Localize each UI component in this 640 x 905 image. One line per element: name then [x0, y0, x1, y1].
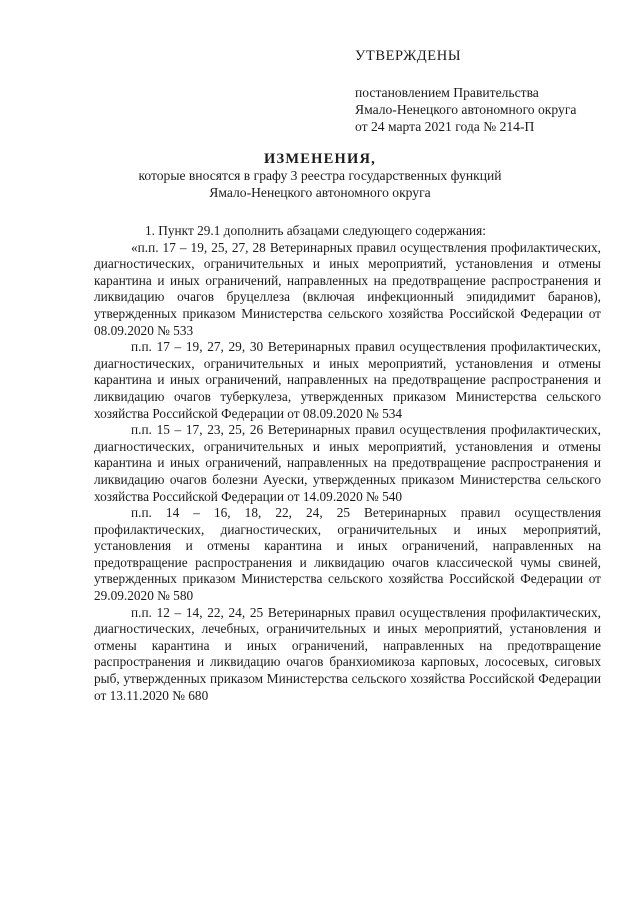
document-subtitle-line-1: которые вносятся в графу 3 реестра государственных функций: [138, 168, 502, 183]
approval-stamp-block: [355, 47, 625, 135]
amendment-paragraph-5: п.п. 12 – 14, 22, 24, 25 Ветеринарных правил осуществления профилактических, диагностических, лечебных, ограничительных и иных мероприятий, установления и отмены карантина и иных ограничений, направленных на предотвращение распространения и ликвидацию очагов бранхиомикоза карповых, лососевых, сиговых рыб, утвержденных приказом Министерства сельского хозяйства Российской Федерации от 13.11.2020 № 680: [94, 604, 601, 703]
document-body: [94, 223, 601, 704]
amendment-paragraph-4: п.п. 14 – 16, 18, 22, 24, 25 Ветеринарных правил осуществления профилактических, диагностических, ограничительных и иных мероприятий, установления и отмены карантина и иных ограничений, направленных на предотвращение распространения и ликвидацию очагов классической чумы свиней, утвержденных приказом Министерства сельского хозяйства Российской Федерации от 29.09.2020 № 580: [94, 505, 601, 604]
intro-paragraph: 1. Пункт 29.1 дополнить абзацами следующего содержания:: [145, 223, 486, 238]
approval-line-1: постановлением Правительства: [355, 85, 539, 100]
document-subtitle-line-2: Ямало-Ненецкого автономного округа: [209, 184, 431, 200]
amendment-paragraph-1: «п.п. 17 – 19, 25, 27, 28 Ветеринарных правил осуществления профилактических, диагностических, ограничительных и иных мероприятий, установления и отмены карантина и иных ограничений, направленных на предотвращение распространения и ликвидацию очагов бруцеллеза (включая инфекционный эпидидимит баранов), утвержденных приказом Министерства сельского хозяйства Российской Федерации от 08.09.2020 № 533: [94, 239, 601, 338]
document-heading: [0, 150, 640, 201]
amendment-paragraph-2: п.п. 17 – 19, 27, 29, 30 Ветеринарных правил осуществления профилактических, диагностических, ограничительных и иных мероприятий, установления и отмены карантина и иных ограничений, направленных на предотвращение распространения и ликвидацию очагов туберкулеза, утвержденных приказом Министерства сельского хозяйства Российской Федерации от 08.09.2020 № 534: [94, 339, 601, 421]
approval-line-2: Ямало-Ненецкого автономного округа: [355, 102, 577, 117]
amendment-paragraph-3: п.п. 15 – 17, 23, 25, 26 Ветеринарных правил осуществления профилактических, диагностических, ограничительных и иных мероприятий, установления и отмены карантина и иных ограничений, направленных на предотвращение распространения и ликвидацию очагов болезни Ауески, утвержденных приказом Министерства сельского хозяйства Российской Федерации от 14.09.2020 № 540: [94, 422, 601, 504]
approval-title: УТВЕРЖДЕНЫ: [355, 48, 462, 64]
approval-line-3: от 24 марта 2021 года № 214-П: [355, 119, 535, 134]
document-title: ИЗМЕНЕНИЯ,: [264, 151, 376, 167]
